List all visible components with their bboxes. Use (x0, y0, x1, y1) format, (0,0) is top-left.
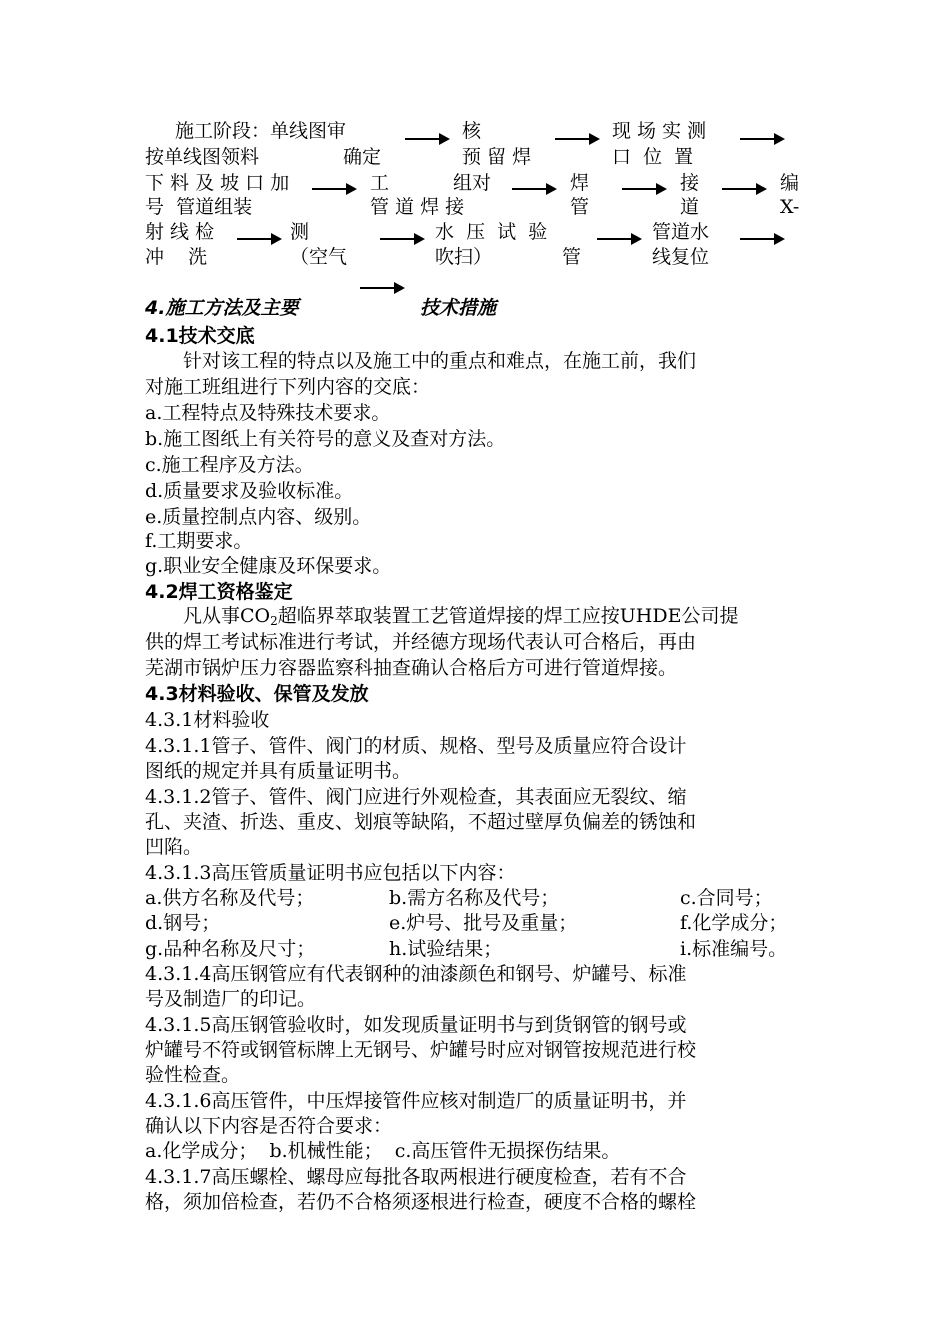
flow-text: 下 料 及 坡 口 加 (145, 172, 290, 194)
list-item: a.工程特点及特殊技术要求。 (145, 402, 391, 424)
grid-cell: g.品种名称及尺寸； (145, 938, 316, 960)
paragraph-line: 针对该工程的特点以及施工中的重点和难点，在施工前，我们 (183, 350, 697, 372)
sub-heading: 4.3.1材料验收 (145, 709, 270, 731)
flow-text: （空气 (290, 246, 348, 268)
flow-text: 按单线图领料 (145, 146, 260, 168)
flow-arrow-icon (512, 183, 557, 195)
flow-text: 管 (562, 246, 582, 268)
paragraph-line: 芜湖市锅炉压力容器监察科抽查确认合格后方可进行管道焊接。 (145, 657, 678, 679)
paragraph-line: 凡从事$CO_2$超临界萃取装置工艺管道焊接的焊工应按UHDE公司提 (183, 605, 739, 628)
flow-arrow-icon (555, 133, 600, 145)
paragraph-line: 验性检查。 (145, 1064, 241, 1086)
paragraph-line: 4.3.1.7高压螺栓、螺母应每批各取两根进行硬度检查，若有不合 (145, 1166, 687, 1188)
flow-text: 预 留 焊 (462, 146, 532, 168)
flow-text: 管 (570, 196, 590, 218)
flow-arrow-icon (312, 183, 357, 195)
paragraph-line: 4.3.1.5高压钢管验收时，如发现质量证明书与到货钢管的钢号或 (145, 1014, 687, 1036)
grid-cell: b.需方名称及代号； (389, 887, 560, 909)
flow-arrow-icon (597, 233, 642, 245)
list-item: g.职业安全健康及环保要求。 (145, 555, 392, 577)
paragraph-line: 供的焊工考试标准进行考试，并经德方现场代表认可合格后，再由 (145, 631, 697, 653)
grid-cell: i.标准编号。 (680, 938, 788, 960)
flow-text: 接 (680, 172, 700, 194)
flow-arrow-icon (237, 233, 282, 245)
flow-arrow-icon (740, 133, 785, 145)
paragraph-line: 4.3.1.4高压钢管应有代表钢种的油漆颜色和钢号、炉罐号、标准 (145, 963, 687, 985)
flow-text: 吹扫） (435, 246, 493, 268)
paragraph-line: 格，须加倍检查，若仍不合格须逐根进行检查，硬度不合格的螺栓 (145, 1191, 697, 1213)
paragraph-line: 4.3.1.2管子、管件、阀门应进行外观检查，其表面应无裂纹、缩 (145, 786, 687, 808)
section-heading: 4.施工方法及主要 (145, 297, 299, 319)
flow-text: 线复位 (652, 246, 710, 268)
subsection-title: 4.2焊工资格鉴定 (145, 581, 293, 603)
paragraph-line: 炉罐号不符或钢管标牌上无钢号、炉罐号时应对钢管按规范进行校 (145, 1039, 697, 1061)
flow-arrow-icon (360, 282, 405, 294)
list-item: d.质量要求及验收标准。 (145, 480, 354, 502)
flow-text: 道 (680, 196, 700, 218)
flow-arrow-icon (622, 183, 667, 195)
flow-text: 冲 洗 (145, 246, 208, 268)
flow-text: 施工阶段：单线图审 (175, 120, 347, 142)
paragraph-line: 号及制造厂的印记。 (145, 988, 317, 1010)
grid-cell: h.试验结果； (389, 938, 503, 960)
flow-text: 焊 (570, 172, 590, 194)
paragraph-line: 凹陷。 (145, 836, 203, 858)
subsection-title: 4.3材料验收、保管及发放 (145, 683, 369, 705)
paragraph-line: 孔、夹渣、折迭、重皮、划痕等缺陷，不超过壁厚负偏差的锈蚀和 (145, 811, 697, 833)
paragraph-line: 确认以下内容是否符合要求： (145, 1115, 393, 1137)
paragraph-line: 图纸的规定并具有质量证明书。 (145, 760, 412, 782)
flow-text: 确定 (343, 146, 382, 168)
flow-text: 管 道 焊 接 (370, 196, 465, 218)
subsection-title: 4.1技术交底 (145, 325, 255, 347)
flow-text: 射 线 检 (145, 221, 215, 243)
flow-text: X- (780, 196, 800, 218)
flow-text: 现 场 实 测 (612, 120, 707, 142)
flow-text: 管道水 (652, 221, 710, 243)
flow-arrow-icon (740, 233, 785, 245)
flow-text: 水 压 试 验 (435, 221, 548, 243)
flow-text: 号 管道组装 (145, 196, 253, 218)
paragraph-line: 4.3.1.6高压管件，中压焊接管件应核对制造厂的质量证明书，并 (145, 1090, 687, 1112)
grid-cell: e.炉号、批号及重量； (389, 912, 578, 934)
paragraph-line: a.化学成分； b.机械性能； c.高压管件无损探伤结果。 (145, 1140, 621, 1162)
flow-text: 口 位 置 (612, 146, 694, 168)
list-item: b.施工图纸上有关符号的意义及查对方法。 (145, 428, 506, 450)
section-heading-cont: 技术措施 (420, 297, 497, 319)
list-item: e.质量控制点内容、级别。 (145, 506, 372, 528)
flow-text: 核 (462, 120, 482, 142)
flow-arrow-icon (722, 183, 767, 195)
list-item: f.工期要求。 (145, 530, 253, 552)
flow-text: 组对 (453, 172, 492, 194)
paragraph-line: 对施工班组进行下列内容的交底： (145, 376, 431, 398)
flow-text: 工 (370, 172, 390, 194)
paragraph-line: 4.3.1.1管子、管件、阀门的材质、规格、型号及质量应符合设计 (145, 735, 687, 757)
grid-cell: a.供方名称及代号； (145, 887, 315, 909)
flow-arrow-icon (380, 233, 425, 245)
paragraph-line: 4.3.1.3高压管质量证明书应包括以下内容： (145, 862, 516, 884)
flow-text: 测 (290, 221, 310, 243)
grid-cell: c.合同号； (680, 887, 773, 909)
grid-cell: d.钢号； (145, 912, 221, 934)
flow-text: 编 (780, 172, 800, 194)
list-item: c.施工程序及方法。 (145, 454, 314, 476)
flow-arrow-icon (405, 133, 450, 145)
grid-cell: f.化学成分； (680, 912, 788, 934)
